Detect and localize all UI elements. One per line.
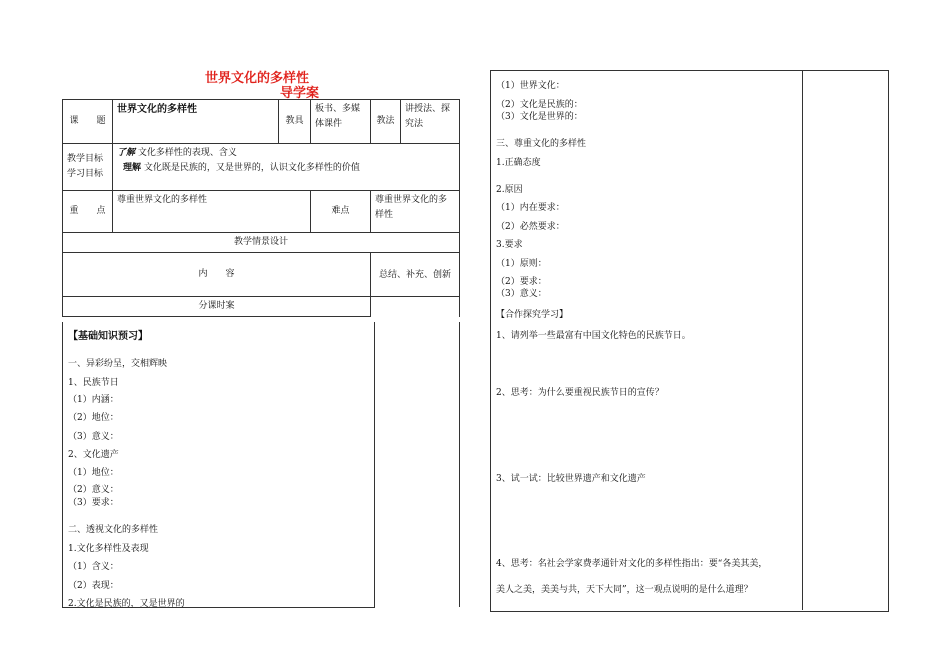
r-item-6: 3.要求	[496, 240, 523, 250]
doc-title: 世界文化的多样性	[205, 71, 310, 86]
goal-labels	[63, 144, 113, 191]
r-item-6-1: （1）原则：	[496, 259, 547, 269]
preview-heading: 【基础知识预习】	[68, 331, 148, 342]
item-2-2: （2）意义：	[68, 485, 119, 495]
teaching-goal-label: 教学目标	[67, 154, 104, 164]
key-point-label: 重 点	[63, 191, 113, 233]
topic-label: 课 题	[63, 100, 113, 144]
item-3: 1.文化多样性及表现	[68, 544, 149, 554]
r-item-5: 2.原因	[496, 185, 523, 195]
cooperative-heading: 【合作探究学习】	[496, 310, 569, 320]
method-label: 教法	[371, 100, 401, 144]
item-1-3: （3）意义：	[68, 432, 119, 442]
item-2-1: （1）地位：	[68, 468, 119, 478]
question-4-line-2: 美人之美，美美与共，天下大同”，这一观点说明的是什么道理？	[496, 585, 753, 595]
question-1: 1、请列举一些最富有中国文化特色的民族节日。	[496, 331, 691, 341]
summary-column	[371, 297, 460, 317]
r-item-2: （2）文化是民族的：	[496, 100, 583, 110]
r-item-3: （3）文化是世界的：	[496, 112, 583, 122]
question-3: 3、试一试：比较世界遗产和文化遗产	[496, 474, 646, 484]
content-header: 内 容	[63, 253, 371, 297]
goal-item-2	[117, 161, 455, 176]
r-section-3: 三、尊重文化的多样性	[496, 139, 587, 149]
item-1: 1、民族节日	[68, 378, 119, 388]
r-item-1: （1）世界文化：	[496, 81, 565, 91]
goal-item-2-key: 理解	[123, 163, 142, 173]
difficulty-value: 尊重世界文化的多样性	[371, 191, 460, 233]
goal-item-1-text: 文化多样性的表现、含义	[137, 148, 237, 158]
r-item-5-1: （1）内在要求：	[496, 203, 565, 213]
topic-value: 世界文化的多样性	[113, 100, 279, 144]
summary-header: 总结、补充、创新	[371, 253, 460, 297]
lesson-header: 分课时案	[63, 297, 371, 317]
item-2-3: （3）要求：	[68, 498, 119, 508]
learning-goal-label: 学习目标	[67, 169, 104, 179]
right-notes-divider	[802, 70, 803, 610]
item-3-2: （2）表现：	[68, 581, 119, 591]
r-item-5-2: （2）必然要求：	[496, 222, 565, 232]
lesson-info-table	[62, 99, 460, 317]
doc-subtitle: 导学案	[280, 86, 320, 101]
difficulty-label: 难点	[311, 191, 371, 233]
section-2: 二、透视文化的多样性	[68, 525, 159, 535]
question-4-line-1: 4、思考：名社会学家费孝通针对文化的多样性指出：要“各美其美，	[496, 559, 768, 569]
goal-item-2-text: 文化既是民族的，又是世界的，认识文化多样性的价值	[143, 163, 360, 173]
r-item-6-3: （3）意义：	[496, 289, 547, 299]
design-header: 教学情景设计	[63, 233, 460, 253]
goal-item-1-key: 了解	[117, 148, 136, 158]
item-2: 2、文化遗产	[68, 450, 119, 460]
tools-label: 教具	[279, 100, 311, 144]
right-page-frame	[490, 70, 889, 612]
goal-item-1	[117, 146, 455, 161]
r-item-6-2: （2）要求：	[496, 277, 547, 287]
item-1-2: （2）地位：	[68, 413, 119, 423]
method-value: 讲授法、探究法	[401, 100, 460, 144]
r-item-4: 1.正确态度	[496, 158, 541, 168]
tools-value: 板书、多媒体课件	[311, 100, 371, 144]
item-4: 2.文化是民族的，又是世界的	[68, 599, 185, 609]
question-2: 2、思考：为什么要重视民族节日的宣传？	[496, 388, 664, 398]
left-notes-column	[373, 322, 460, 607]
item-1-1: （1）内涵：	[68, 395, 119, 405]
key-point-value: 尊重世界文化的多样性	[113, 191, 311, 233]
item-3-1: （1）含义：	[68, 562, 119, 572]
goal-content	[113, 144, 460, 191]
section-1: 一、异彩纷呈，交相辉映	[68, 359, 168, 369]
